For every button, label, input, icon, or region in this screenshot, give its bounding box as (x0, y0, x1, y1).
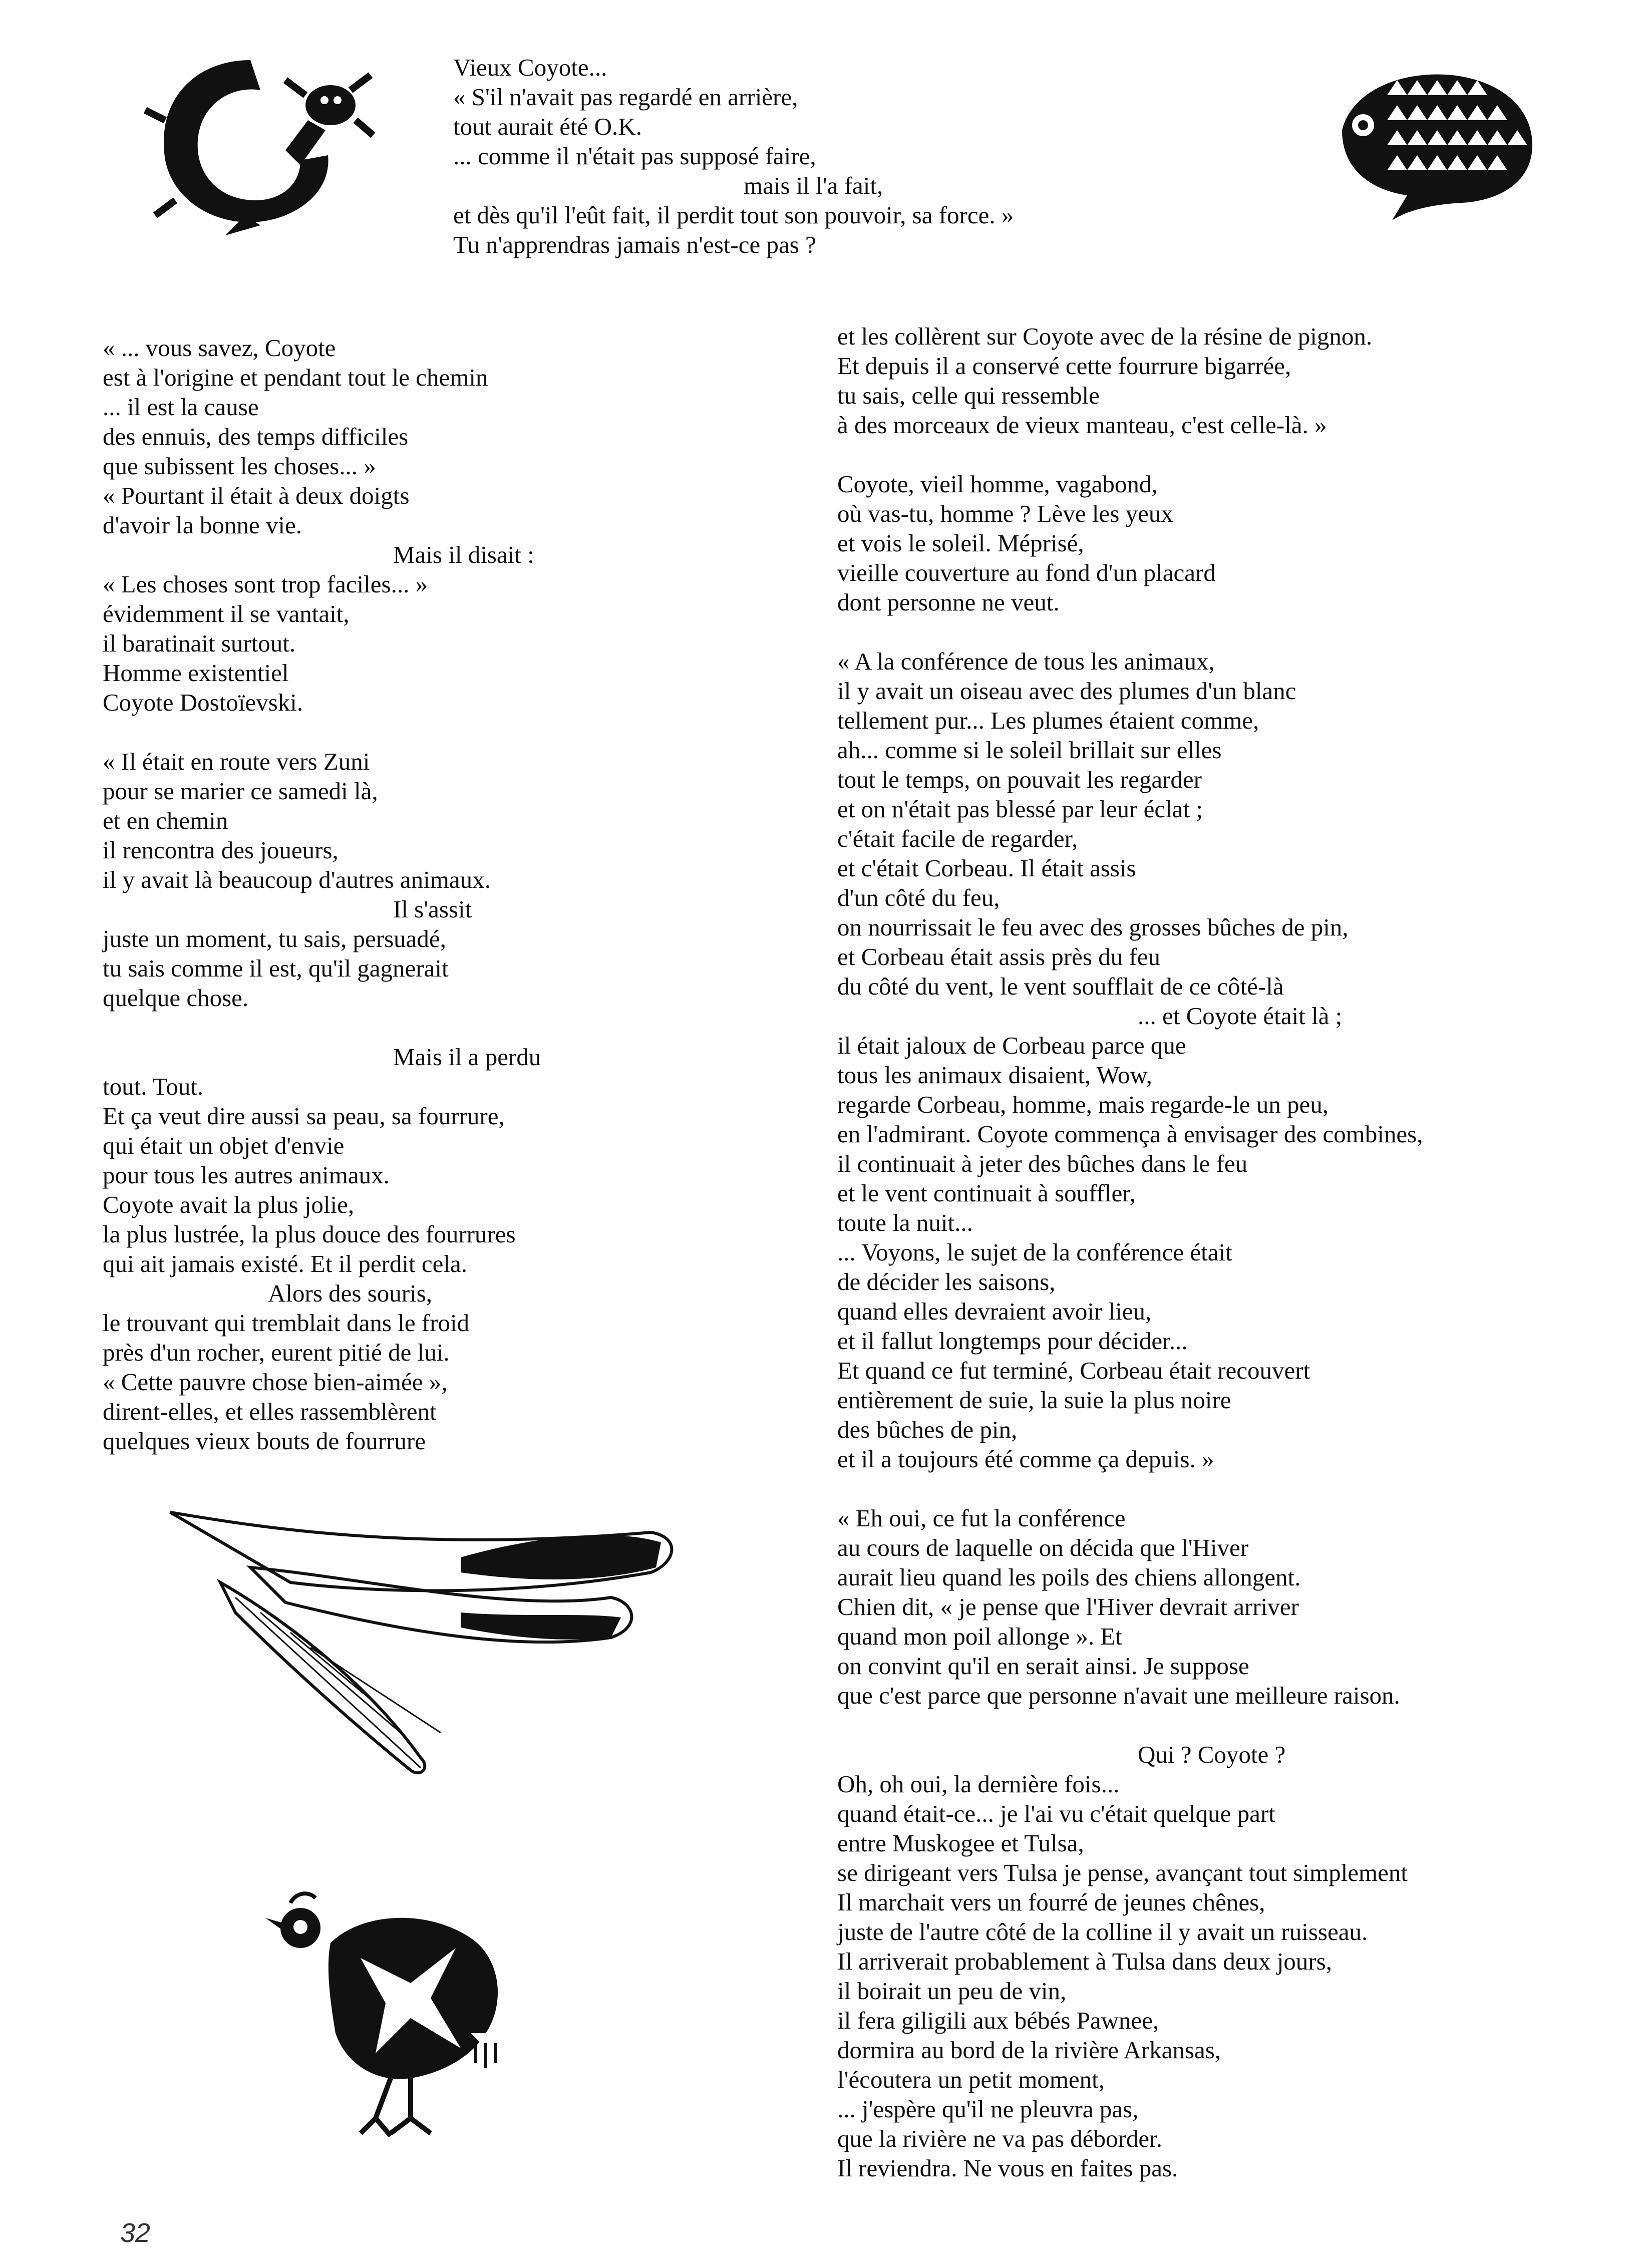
text-line: entièrement de suie, la suie la plus noire (837, 1386, 1231, 1414)
text-line: Il s'assit (393, 895, 472, 923)
text-line: est à l'origine et pendant tout le chemin (103, 364, 488, 391)
text-line: et le vent continuait à souffler, (837, 1179, 1136, 1207)
text-line: du côté du vent, le vent soufflait de ce côté-là (837, 973, 1284, 1000)
text-line: « Il était en route vers Zuni (103, 748, 370, 775)
stanza-gap (837, 617, 1423, 646)
left-stanzas (103, 333, 541, 1456)
text-line: tellement pur... Les plumes étaient comme, (837, 707, 1259, 734)
text-line: des ennuis, des temps difficiles (103, 423, 409, 450)
text-line: que subissent les choses... » (103, 452, 376, 480)
text-line: « Les choses sont trop faciles... » (103, 570, 428, 598)
text-line: on nourrissait le feu avec des grosses bûches de pin, (837, 913, 1349, 941)
feathers-icon (160, 1497, 691, 1778)
stanza (103, 747, 541, 1013)
left-column (103, 333, 541, 1456)
text-line: Oh, oh oui, la dernière fois... (837, 1770, 1120, 1798)
text-line: ... comme il n'était pas supposé faire, (453, 142, 816, 170)
lizard-icon (135, 50, 376, 240)
stanza-gap (103, 1013, 541, 1042)
text-line: Coyote avait la plus jolie, (103, 1191, 355, 1218)
text-line: mais il l'a fait, (744, 172, 883, 199)
text-line: « Pourtant il était à deux doigts (103, 482, 410, 509)
text-line: dirent-elles, et elles rassemblèrent (103, 1398, 437, 1425)
right-stanzas (837, 321, 1423, 2183)
text-line: il y avait là beaucoup d'autres animaux. (103, 866, 491, 893)
text-line: Homme existentiel (103, 659, 289, 687)
text-line: quand était-ce... je l'ai vu c'était quelque part (837, 1800, 1275, 1827)
text-line: il rencontra des joueurs, (103, 836, 339, 864)
text-line: tu sais comme il est, qu'il gagnerait (103, 954, 449, 982)
text-line: de décider les saisons, (837, 1268, 1056, 1295)
text-line: Chien dit, « je pense que l'Hiver devrait arriver (837, 1593, 1299, 1621)
text-line: évidemment il se vantait, (103, 600, 350, 627)
text-line: Tu n'apprendras jamais n'est-ce pas ? (453, 231, 816, 258)
text-line: quand mon poil allonge ». Et (837, 1623, 1122, 1650)
stanza-gap (103, 717, 541, 747)
stanza (837, 646, 1423, 1474)
text-line: Mais il a perdu (393, 1043, 541, 1071)
text-line: en l'admirant. Coyote commença à envisager des combines, (837, 1120, 1423, 1148)
text-line: Alors des souris, (268, 1279, 433, 1307)
text-line: dormira au bord de la rivière Arkansas, (837, 2036, 1221, 2064)
text-line: se dirigeant vers Tulsa je pense, avançant tout simplement (837, 1859, 1408, 1886)
text-line: ... j'espère qu'il ne pleuvra pas, (837, 2095, 1139, 2123)
text-line: quand elles devraient avoir lieu, (837, 1298, 1152, 1325)
text-line: pour tous les autres animaux. (103, 1161, 390, 1189)
text-line: ... et Coyote était là ; (1138, 1002, 1343, 1030)
right-column (837, 321, 1423, 2183)
text-line: et dès qu'il l'eût fait, il perdit tout son pouvoir, sa force. » (453, 201, 1014, 229)
text-line: « ... vous savez, Coyote (103, 334, 336, 362)
text-line: que c'est parce que personne n'avait une meilleure raison. (837, 1682, 1400, 1709)
text-line: le trouvant qui tremblait dans le froid (103, 1309, 470, 1337)
text-line: quelques vieux bouts de fourrure (103, 1427, 426, 1455)
text-line: et il fallut longtemps pour décider... (837, 1327, 1188, 1355)
stanza (837, 469, 1423, 617)
text-line: qui était un objet d'envie (103, 1132, 345, 1159)
text-line: « A la conférence de tous les animaux, (837, 647, 1215, 675)
text-line: il y avait un oiseau avec des plumes d'un blanc (837, 677, 1296, 705)
text-line: l'écoutera un petit moment, (837, 2066, 1105, 2093)
text-line: vieille couverture au fond d'un placard (837, 559, 1216, 586)
text-line: Mais il disait : (393, 541, 534, 568)
stanza-gap (837, 440, 1423, 469)
text-line: il fera giligili aux bébés Pawnee, (837, 2007, 1159, 2034)
stanza (103, 1042, 541, 1456)
stanza-gap (837, 1474, 1423, 1503)
text-line: tout le temps, on pouvait les regarder (837, 766, 1202, 793)
text-line: juste de l'autre côté de la colline il y avait un ruisseau. (837, 1918, 1368, 1946)
text-line: regarde Corbeau, homme, mais regarde-le un peu, (837, 1091, 1329, 1118)
text-line: Vieux Coyote... (453, 54, 607, 81)
text-line: Et ça veut dire aussi sa peau, sa fourrure, (103, 1102, 505, 1130)
text-line: Coyote, vieil homme, vagabond, (837, 470, 1158, 498)
fish-icon (1332, 60, 1542, 240)
text-line: « S'il n'avait pas regardé en arrière, (453, 83, 798, 111)
text-line: d'un côté du feu, (837, 884, 1000, 911)
text-line: aurait lieu quand les poils des chiens allongent. (837, 1563, 1301, 1591)
text-line: Et quand ce fut terminé, Corbeau était recouvert (837, 1357, 1310, 1384)
text-line: « Eh oui, ce fut la conférence (837, 1504, 1126, 1532)
text-line: d'avoir la bonne vie. (103, 511, 302, 539)
text-line: au cours de laquelle on décida que l'Hiver (837, 1534, 1249, 1561)
text-line: Et depuis il a conservé cette fourrure bigarrée, (837, 352, 1291, 380)
text-line: ... il est la cause (103, 393, 259, 421)
stanza (837, 1740, 1423, 2183)
text-line: il boirait un peu de vin, (837, 1977, 1067, 2005)
text-line: Il reviendra. Ne vous en faites pas. (837, 2154, 1178, 2182)
text-line: tu sais, celle qui ressemble (837, 382, 1100, 409)
intro-text (453, 53, 1014, 259)
bird-icon (260, 1883, 561, 2143)
stanza (837, 1503, 1423, 1710)
text-line: que la rivière ne va pas déborder. (837, 2125, 1162, 2152)
text-line: il baratinait surtout. (103, 629, 296, 657)
text-line: et en chemin (103, 807, 228, 834)
text-line: et vois le soleil. Méprisé, (837, 529, 1084, 557)
text-line: dont personne ne veut. (837, 588, 1060, 616)
text-line: des bûches de pin, (837, 1416, 1018, 1443)
text-line: qui ait jamais existé. Et il perdit cela. (103, 1250, 467, 1277)
stanza (837, 321, 1423, 440)
intro-lines (453, 53, 1014, 259)
text-line: à des morceaux de vieux manteau, c'est celle-là. » (837, 411, 1327, 439)
text-line: près d'un rocher, eurent pitié de lui. (103, 1339, 450, 1366)
text-line: juste un moment, tu sais, persuadé, (103, 925, 446, 952)
text-line: entre Muskogee et Tulsa, (837, 1829, 1084, 1857)
text-line: tous les animaux disaient, Wow, (837, 1061, 1152, 1089)
text-line: ... Voyons, le sujet de la conférence était (837, 1238, 1232, 1266)
text-line: Qui ? Coyote ? (1138, 1741, 1286, 1768)
text-line: et Corbeau était assis près du feu (837, 943, 1160, 970)
text-line: « Cette pauvre chose bien-aimée », (103, 1368, 448, 1396)
text-line: tout. Tout. (103, 1073, 204, 1100)
text-line: et c'était Corbeau. Il était assis (837, 854, 1136, 882)
text-line: quelque chose. (103, 984, 249, 1012)
text-line: et les collèrent sur Coyote avec de la résine de pignon. (837, 322, 1373, 350)
text-line: toute la nuit... (837, 1209, 973, 1236)
text-line: Il arriverait probablement à Tulsa dans deux jours, (837, 1948, 1332, 1975)
text-line: on convint qu'il en serait ainsi. Je suppose (837, 1652, 1249, 1680)
stanza (103, 333, 541, 717)
text-line: la plus lustrée, la plus douce des fourrures (103, 1220, 516, 1248)
page-number: 32 (120, 2218, 151, 2248)
text-line: il continuait à jeter des bûches dans le feu (837, 1150, 1248, 1177)
text-line: Il marchait vers un fourré de jeunes chênes, (837, 1888, 1265, 1916)
text-line: et on n'était pas blessé par leur éclat ; (837, 795, 1203, 823)
stanza-gap (837, 1710, 1423, 1740)
text-line: Coyote Dostoïevski. (103, 689, 303, 716)
text-line: il était jaloux de Corbeau parce que (837, 1032, 1186, 1059)
text-line: pour se marier ce samedi là, (103, 777, 378, 805)
text-line: tout aurait été O.K. (453, 113, 642, 140)
text-line: où vas-tu, homme ? Lève les yeux (837, 500, 1173, 527)
text-line: c'était facile de regarder, (837, 825, 1078, 852)
text-line: et il a toujours été comme ça depuis. » (837, 1445, 1214, 1473)
text-line: ah... comme si le soleil brillait sur elles (837, 736, 1222, 764)
